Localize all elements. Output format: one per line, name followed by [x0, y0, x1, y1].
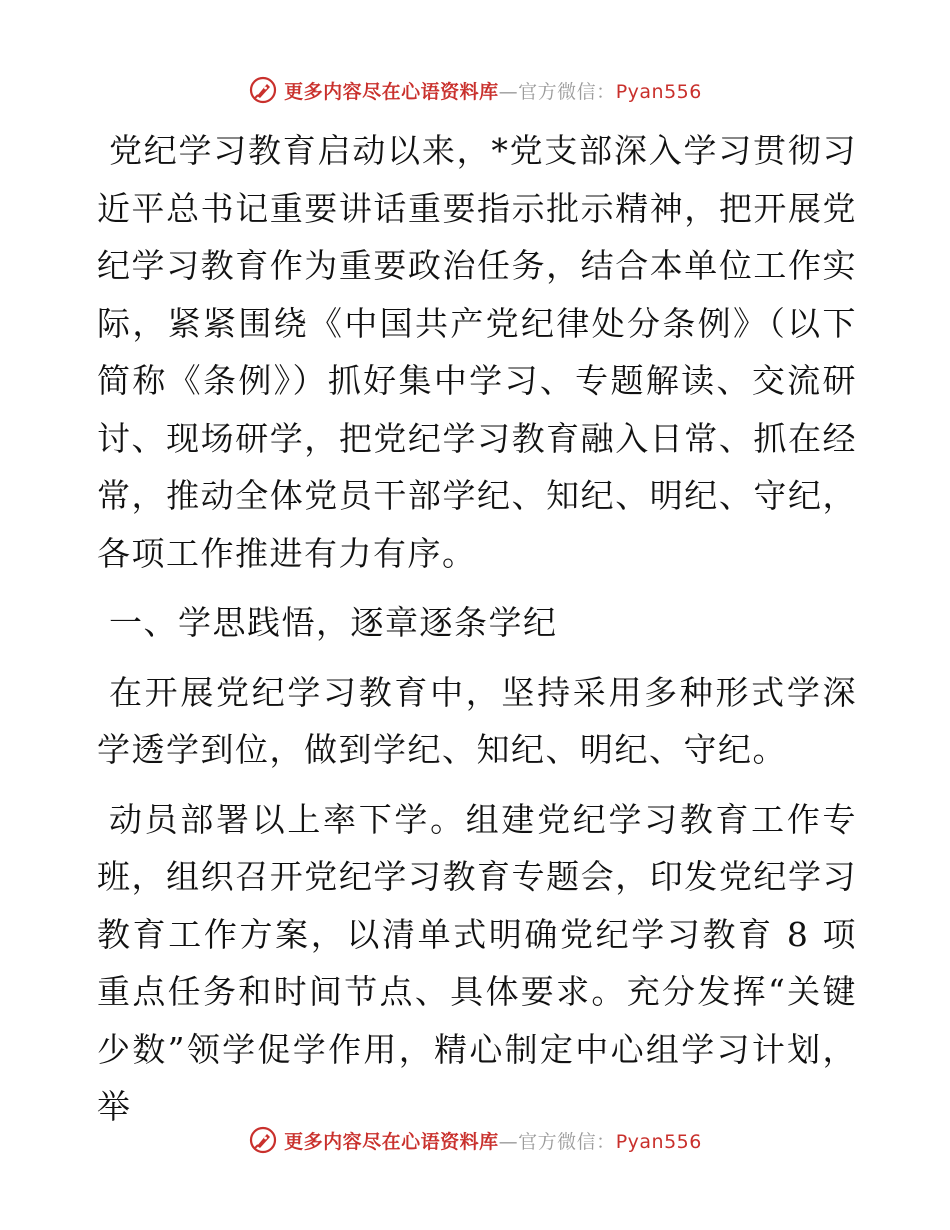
- pen-nib-logo-icon: [248, 75, 278, 105]
- watermark-separator: —: [498, 80, 519, 103]
- watermark-text: [284, 1127, 702, 1154]
- watermark-main-text: 更多内容尽在心语资料库: [284, 80, 499, 103]
- paragraph-intro: 党纪学习教育启动以来，*党支部深入学习贯彻习近平总书记重要讲话重要指示批示精神，把开展党纪学习教育作为重要政治任务，结合本单位工作实际，紧紧围绕《中国共产党纪律处分条例》（以下简称《条例》）抓好集中学习、专题解读、交流研讨、现场研学，把党纪学习教育融入日常、抓在经常，推动全体党员干部学纪、知纪、明纪、守纪，各项工作推进有力有序。: [97, 131, 857, 573]
- watermark-label: 官方微信：: [518, 1130, 616, 1153]
- watermark-text: [284, 77, 702, 104]
- watermark-main-text: 更多内容尽在心语资料库: [284, 1130, 499, 1153]
- section-heading: 一、学思践悟，逐章逐条学纪: [109, 603, 558, 642]
- watermark-banner-top: [0, 72, 950, 108]
- paragraph-overview: 在开展党纪学习教育中，坚持采用多种形式学深学透学到位，做到学纪、知纪、明纪、守纪。: [97, 672, 857, 769]
- document-body: [97, 122, 857, 1136]
- watermark-separator: —: [498, 1130, 519, 1153]
- paragraph-mobilization: 动员部署以上率下学。组建党纪学习教育工作专班，组织召开党纪学习教育专题会，印发党纪学习教育工作方案，以清单式明确党纪学习教育 8 项重点任务和时间节点、具体要求。充分发挥“关键少数”领学促学作用，精心制定中心组学习计划，举: [97, 799, 857, 1126]
- watermark-wechat-id: Pyan556: [615, 80, 702, 103]
- pen-nib-logo-icon: [248, 1125, 278, 1155]
- watermark-banner-bottom: [0, 1122, 950, 1158]
- watermark-wechat-id: Pyan556: [615, 1130, 702, 1153]
- watermark-label: 官方微信：: [518, 80, 616, 103]
